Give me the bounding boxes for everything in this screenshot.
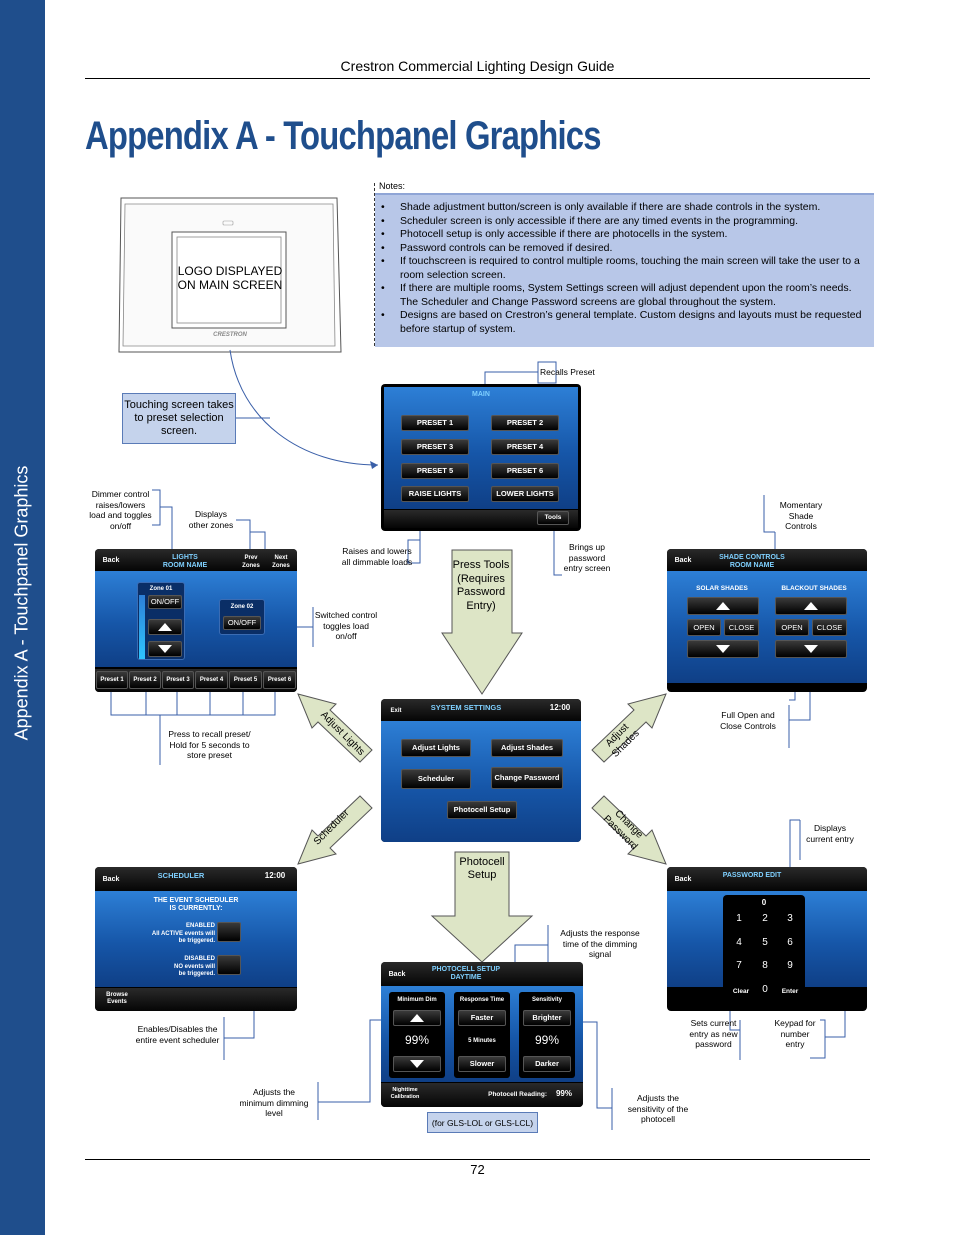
key-clear[interactable]: Clear	[732, 988, 750, 995]
key-1[interactable]: 1	[736, 913, 742, 924]
photocell-title: PHOTOCELL SETUP	[431, 966, 501, 973]
adjust-shades-button[interactable]: Adjust Shades	[491, 739, 563, 757]
arrow-text-press-tools: Press Tools (Requires Password Entry)	[452, 559, 510, 612]
main-header: MAIN	[472, 391, 490, 398]
touch-callout: Touching screen takes to preset selection screen.	[122, 393, 236, 444]
main-panel	[381, 384, 581, 531]
zone-01-lower-button[interactable]	[148, 641, 182, 657]
faster-button[interactable]: Faster	[458, 1010, 506, 1026]
down-arrow-icon	[158, 645, 172, 653]
disabled-text	[125, 956, 215, 979]
photocell-back-button[interactable]: Back	[388, 971, 406, 978]
scheduler-button[interactable]: Scheduler	[401, 769, 471, 789]
preset-6-button[interactable]: PRESET 6	[491, 463, 559, 479]
note-item: • If there are multiple rooms, System Settings screen will adjust dependent upon the room’s needs. The Scheduler and Change Password screens are global throughout the system.	[380, 282, 870, 309]
label-sensitivity: Adjusts the sensitivity of the photocell	[627, 1093, 689, 1124]
min-dim-label: Minimum Dim	[397, 997, 437, 1003]
key-enter[interactable]: Enter	[781, 988, 799, 995]
blackout-open-button[interactable]: OPEN	[775, 619, 809, 636]
lights-room-name: ROOM NAME	[162, 562, 208, 569]
solar-up-button[interactable]	[687, 597, 759, 615]
shade-back-button[interactable]: Back	[674, 557, 692, 564]
up-arrow-icon	[410, 1014, 424, 1022]
min-dim-up-button[interactable]	[393, 1010, 441, 1026]
key-4[interactable]: 4	[736, 937, 742, 948]
photocell-subtitle: DAYTIME	[450, 974, 482, 981]
zone-01-onoff-button[interactable]: ON/OFF	[148, 595, 182, 609]
disabled-line3: be triggered.	[178, 971, 215, 977]
label-dimmer: Dimmer control raises/lowers load and toggles on/off	[89, 489, 152, 531]
up-arrow-icon	[804, 602, 818, 610]
label-adjusts-response: Adjusts the response time of the dimming signal	[560, 928, 640, 959]
nighttime-calibration-button[interactable]: Nighttime Calibration	[390, 1087, 420, 1100]
key-0[interactable]: 0	[762, 984, 768, 995]
preset-2-button[interactable]: PRESET 2	[491, 415, 559, 431]
blackout-up-button[interactable]	[775, 597, 847, 615]
system-title: SYSTEM SETTINGS	[430, 703, 502, 712]
blackout-down-button[interactable]	[775, 640, 847, 658]
lights-preset-4-button[interactable]: Preset 4	[195, 671, 228, 689]
arrow-text-adjust-shades: Adjust Shades	[603, 721, 642, 760]
label-momentary: Momentary Shade Controls	[779, 500, 823, 531]
disabled-line1: DISABLED	[184, 956, 215, 962]
next-zones-button[interactable]: Next Zones	[272, 555, 290, 569]
dimmer-level-bar[interactable]	[139, 595, 145, 659]
note-item: • If touchscreen is required to control multiple rooms, touching the main screen will take the user to a room selection screen.	[380, 255, 870, 282]
password-entry-display: 0	[761, 898, 767, 907]
lights-preset-1-button[interactable]: Preset 1	[96, 671, 128, 689]
label-full-open: Full Open and Close Controls	[720, 710, 776, 731]
up-arrow-icon	[716, 602, 730, 610]
lower-lights-button[interactable]: LOWER LIGHTS	[491, 486, 559, 502]
solar-close-button[interactable]: CLOSE	[724, 619, 759, 636]
up-arrow-icon	[158, 623, 172, 631]
lights-preset-2-button[interactable]: Preset 2	[129, 671, 161, 689]
system-settings-panel	[381, 699, 581, 842]
down-arrow-icon	[716, 645, 730, 653]
min-dim-value: 99%	[404, 1033, 430, 1047]
device-brand: CRESTRON	[213, 332, 247, 338]
footer-rule	[85, 1159, 870, 1160]
solar-down-button[interactable]	[687, 640, 759, 658]
label-switched: Switched control toggles load on/off	[314, 610, 378, 641]
enabled-line3: be triggered.	[178, 938, 215, 944]
label-raises-lowers: Raises and lowers all dimmable loads	[341, 546, 413, 567]
enabled-text	[125, 923, 215, 946]
scheduler-status-line2: IS CURRENTLY:	[169, 905, 223, 912]
down-arrow-icon	[804, 645, 818, 653]
lights-preset-3-button[interactable]: Preset 3	[162, 671, 194, 689]
exit-button[interactable]: Exit	[390, 708, 402, 714]
prev-zones-button[interactable]: Prev Zones	[242, 555, 260, 569]
down-arrow-icon	[410, 1060, 424, 1068]
brighter-button[interactable]: Brighter	[523, 1010, 571, 1026]
scheduler-panel	[95, 867, 297, 1011]
enable-scheduler-button[interactable]	[217, 922, 241, 942]
arrow-text-scheduler: Scheduler	[311, 807, 352, 848]
arrow-text-photocell: Photocell Setup	[459, 856, 505, 881]
page-number: 72	[470, 1162, 485, 1177]
shade-room-name: ROOM NAME	[729, 562, 775, 569]
note-item: • Designs are based on Crestron’s general template. Custom designs and layouts must be requested before startup of system.	[380, 309, 870, 336]
raise-lights-button[interactable]: RAISE LIGHTS	[401, 486, 469, 502]
label-displays-entry: Displays current entry	[806, 823, 854, 844]
label-recalls-preset: Recalls Preset	[540, 367, 595, 377]
sensitivity-value: 99%	[534, 1033, 560, 1047]
photocell-setup-button[interactable]: Photocell Setup	[447, 801, 517, 819]
disabled-line2: NO events will	[173, 963, 215, 970]
note-item: • Shade adjustment button/screen is only available if there are shade controls in the system.	[380, 201, 870, 215]
lights-preset-5-button[interactable]: Preset 5	[229, 671, 262, 689]
key-9[interactable]: 9	[787, 960, 793, 971]
sidebar-label-text: Appendix A - Touchpanel Graphics	[11, 465, 32, 741]
adjust-lights-button[interactable]: Adjust Lights	[401, 739, 471, 757]
label-sets-entry: Sets current entry as new password	[689, 1018, 738, 1049]
key-8[interactable]: 8	[762, 960, 768, 971]
preset-3-button[interactable]: PRESET 3	[401, 439, 469, 455]
label-enables: Enables/Disables the entire event scheduler	[135, 1024, 220, 1045]
blackout-close-button[interactable]: CLOSE	[812, 619, 847, 636]
browse-events-button[interactable]: Browse Events	[106, 992, 128, 1005]
password-panel	[667, 867, 867, 1011]
arrow-text-adjust-lights: Adjust Lights	[318, 709, 367, 758]
lights-preset-6-button[interactable]: Preset 6	[263, 671, 296, 689]
scheduler-clock: 12:00	[264, 871, 286, 880]
system-clock: 12:00	[549, 703, 571, 712]
solar-shades-label: SOLAR SHADES	[696, 585, 748, 592]
shade-panel	[667, 549, 867, 692]
zone-01-label: Zone 01	[149, 586, 173, 592]
key-5[interactable]: 5	[762, 937, 768, 948]
label-min-dim: Adjusts the minimum dimming level	[239, 1087, 309, 1118]
enabled-line2: All ACTIVE events will	[151, 930, 215, 937]
change-password-button[interactable]: Change Password	[491, 767, 563, 789]
note-item: • Scheduler screen is only accessible if there are any timed events in the programming.	[380, 215, 870, 229]
password-title: PASSWORD EDIT	[722, 872, 782, 879]
slower-button[interactable]: Slower	[458, 1056, 506, 1072]
key-2[interactable]: 2	[762, 913, 768, 924]
page-title: Appendix A - Touchpanel Graphics	[85, 114, 601, 158]
logo-text-line2: ON MAIN SCREEN	[177, 278, 283, 292]
darker-button[interactable]: Darker	[523, 1056, 571, 1072]
arrow-text-change-password: Change Password	[600, 808, 645, 853]
label-displays-zones: Displays other zones	[188, 509, 234, 530]
key-6[interactable]: 6	[787, 937, 793, 948]
key-7[interactable]: 7	[736, 960, 742, 971]
notes-label: Notes:	[379, 181, 406, 191]
scheduler-status-line1: THE EVENT SCHEDULER	[153, 897, 239, 904]
tools-button[interactable]: Tools	[537, 511, 569, 525]
photocell-panel	[381, 962, 583, 1107]
blackout-shades-label: BLACKOUT SHADES	[781, 585, 847, 592]
running-header: Crestron Commercial Lighting Design Guide	[340, 58, 615, 74]
note-item: • Password controls can be removed if desired.	[380, 242, 870, 256]
logo-text-line1: LOGO DISPLAYED	[177, 264, 283, 278]
note-item: • Photocell setup is only accessible if there are photocells in the system.	[380, 228, 870, 242]
lights-back-button[interactable]: Back	[102, 557, 120, 564]
preset-1-button[interactable]: PRESET 1	[401, 415, 469, 431]
preset-5-button[interactable]: PRESET 5	[401, 463, 469, 479]
shade-title: SHADE CONTROLS	[719, 554, 785, 561]
key-3[interactable]: 3	[787, 913, 793, 924]
password-back-button[interactable]: Back	[674, 876, 692, 883]
min-dim-down-button[interactable]	[393, 1056, 441, 1072]
zone-01-raise-button[interactable]	[148, 619, 182, 635]
disable-scheduler-button[interactable]	[217, 955, 241, 975]
response-time-label: Response Time	[459, 997, 505, 1003]
response-value: 5 Minutes	[468, 1038, 496, 1044]
photocell-reading-label: Photocell Reading:	[488, 1091, 547, 1098]
scheduler-title: SCHEDULER	[157, 871, 205, 880]
label-brings-up: Brings up password entry screen	[563, 542, 611, 573]
lights-title: LIGHTS	[172, 554, 198, 561]
zone-02-onoff-button[interactable]: ON/OFF	[223, 616, 261, 630]
solar-open-button[interactable]: OPEN	[687, 619, 721, 636]
scheduler-back-button[interactable]: Back	[102, 876, 120, 883]
lights-panel	[95, 549, 297, 692]
label-keypad: Keypad for number entry	[774, 1018, 816, 1049]
zone-02-label: Zone 02	[230, 604, 254, 610]
photocell-footnote: (for GLS-LOL or GLS-LCL)	[427, 1112, 538, 1133]
enabled-line1: ENABLED	[185, 923, 215, 929]
sensitivity-label: Sensitivity	[531, 997, 562, 1003]
photocell-reading-value: 99%	[555, 1089, 572, 1098]
preset-4-button[interactable]: PRESET 4	[491, 439, 559, 455]
label-press-recall: Press to recall preset/ Hold for 5 seconds to store preset	[168, 729, 251, 760]
